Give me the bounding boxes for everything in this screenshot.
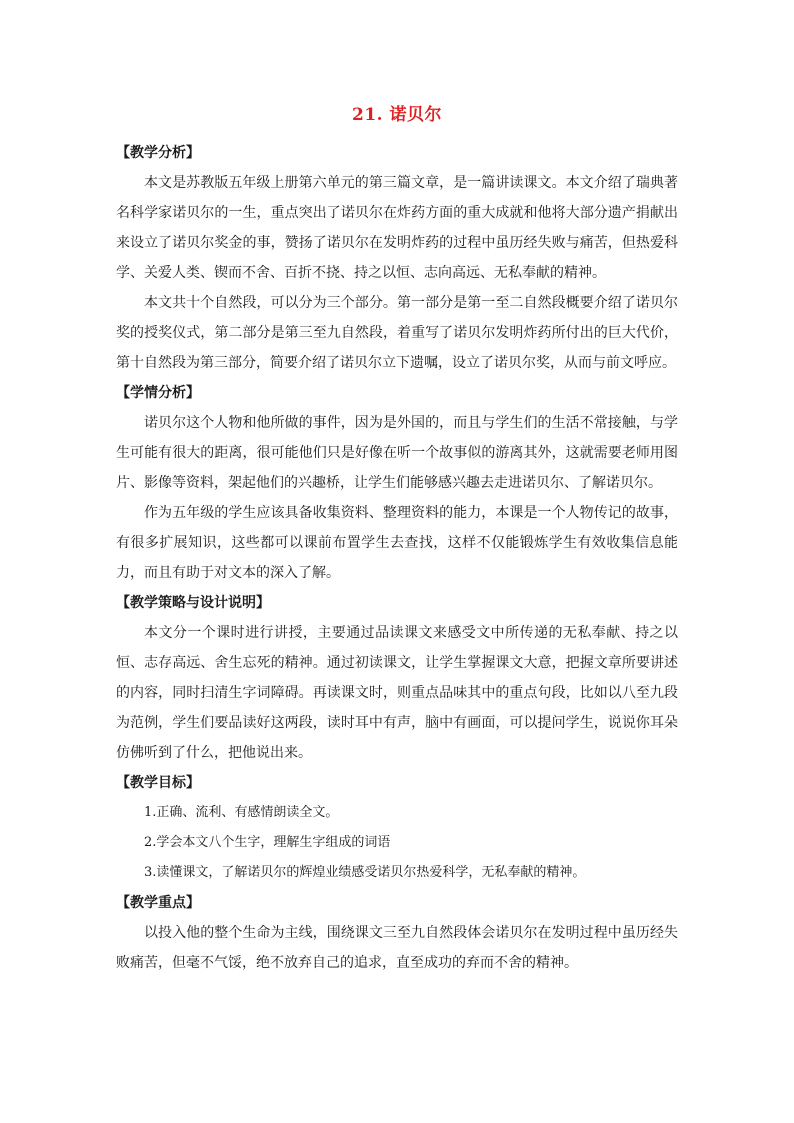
list-item: 2.学会本文八个生字，理解生字组成的词语 — [144, 835, 391, 850]
section-key-points — [116, 888, 678, 978]
section-student-analysis — [116, 378, 678, 588]
paragraph: 本文共十个自然段，可以分为三个部分。第一部分是第一至二自然段概要介绍了诺贝尔奖的授奖仪式，第二部分是第三至九自然段，着重写了诺贝尔发明炸药所付出的巨大代价，第十自然段为第三部分，简要介绍了诺贝尔立下遗嘱，设立了诺贝尔奖，从而与前文呼应。 — [116, 295, 678, 371]
list-item: 3.读懂课文，了解诺贝尔的辉煌业绩感受诺贝尔热爱科学，无私奉献的精神。 — [144, 865, 586, 880]
section-teaching-analysis — [116, 138, 678, 378]
list-item: 1.正确、流利、有感情朗读全文。 — [144, 805, 339, 820]
document-page — [116, 98, 678, 978]
paragraph: 本文是苏教版五年级上册第六单元的第三篇文章，是一篇讲读课文。本文介绍了瑞典著名科学家诺贝尔的一生，重点突出了诺贝尔在炸药方面的重大成就和他将大部分遗产捐献出来设立了诺贝尔奖金的事，赞扬了诺贝尔在发明炸药的过程中虽历经失败与痛苦，但热爱科学、关爱人类、锲而不舍、百折不挠、持之以恒、志向高远、无私奉献的精神。 — [116, 175, 678, 281]
paragraph: 本文分一个课时进行讲授，主要通过品读课文来感受文中所传递的无私奉献、持之以恒、志存高远、舍生忘死的精神。通过初读课文，让学生掌握课文大意，把握文章所要讲述的内容，同时扫清生字词障碍。再读课文时，则重点品味其中的重点句段，比如以八至九段为范例，学生们要品读好这两段，读时耳中有声，脑中有画面，可以提问学生，说说你耳朵仿佛听到了什么，把他说出来。 — [116, 625, 678, 761]
paragraph: 以投入他的整个生命为主线，围绕课文三至九自然段体会诺贝尔在发明过程中虽历经失败痛苦，但毫不气馁，绝不放弃自己的追求，直至成功的弃而不舍的精神。 — [116, 925, 678, 971]
section-heading: 【教学分析】 — [116, 145, 200, 161]
paragraph: 作为五年级的学生应该具备收集资料、整理资料的能力，本课是一个人物传记的故事，有很多扩展知识，这些都可以课前布置学生去查找，这样不仅能锻炼学生有效收集信息能力，而且有助于对文本的深入了解。 — [116, 505, 678, 581]
section-heading: 【教学策略与设计说明】 — [116, 595, 270, 611]
section-heading: 【教学目标】 — [116, 775, 200, 791]
section-heading: 【教学重点】 — [116, 895, 200, 911]
paragraph: 诺贝尔这个人物和他所做的事件，因为是外国的，而且与学生们的生活不常接触，与学生可能有很大的距离，很可能他们只是好像在听一个故事似的游离其外，这就需要老师用图片、影像等资料，架起他们的兴趣桥，让学生们能够感兴趣去走进诺贝尔、了解诺贝尔。 — [116, 415, 678, 491]
section-strategy — [116, 588, 678, 768]
section-heading: 【学情分析】 — [116, 385, 200, 401]
section-objectives — [116, 768, 678, 888]
document-title: 21. 诺贝尔 — [352, 105, 442, 125]
